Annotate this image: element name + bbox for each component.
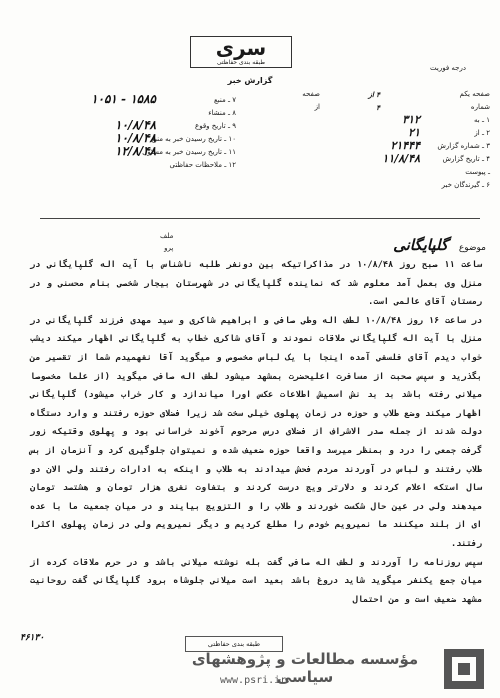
field-row: ۶ ـ گیرندگان خبر bbox=[441, 181, 490, 189]
field-row: ۱۰ ـ تاریخ رسیدن خبر به منبع ۱۰/۸/۴۸ bbox=[115, 131, 236, 145]
field-row: ۱۱ ـ تاریخ رسیدن خبر به مسئول ۱۲/۸/۴۸ bbox=[115, 144, 236, 158]
field-row: شماره ۴ از bbox=[314, 103, 490, 112]
priority-label: درجه فوریت bbox=[430, 64, 466, 72]
field-row: ۱۲ ـ ملاحظات حفاظتی bbox=[169, 161, 236, 169]
field-row: ۲ ـ از ۲۱ bbox=[408, 126, 490, 139]
classification-sub: طبقه بندی حفاظتی bbox=[216, 59, 266, 66]
body-paragraph: در ساعت ۱۶ روز ۱۰/۸/۴۸ لطف اله وطی صافی و ابراهیم شاکری و سید مهدی فرزند گلپایگانی در منزل با آیت اله گلپایگانی ملاقات نمودند و آقای شاکری خطاب به گلپایگانی اظهار میکند دیشب خواب دیدم آقای فلسفی آمده اینجا با یک لباس مخصوص و میگوید آقا نفهمیدم شما از تقصیر من بگذرید و سپس صحبت از مسافرت اعلیحضرت بمشهد میشود لطف اله صافی میگوید (از علما مخصوصا میلانی رفته باشد بد بد نش اسمیش اطلاعات عکس اورا میاندازد و کار خراب میشود) گلپایگانی اظهار میکند وضع طلاب و حوزه در زمان پهلوی خیلی سخت شد زیرا فضلای حوزه رفتند و وارد دستگاه دولت شدند از جمله صدر الاشراف از فضلای درس مرحوم آخوند خراسانی بود و پهلوی وقتیکه زور گرفت جمعی را درد و بمنظر میرسد واقعا حوزه ضعیف شده و نمیتوان جلوگیری کرد و آنزمان از بس طلاب رفتند و لباس در آوردند مردم فحش میدادند به طلاب و اینکه به ادارات رفتند ولی الان دو سال استکه اعلام کردند و دلارتر ویج درست کردند و بتفاوت نفری هزار تومان و هشتصد تومان میدهند ولی در عین حال شکست خوردند و طلاب را و التزویج بیایند و در میان جمعیت ما با عده ای از بلند میکنند ما نمیرویم خودم را مطلع کردیم و دیگر نمیرویم ولی در زمان پهلوی اکثرا رفتند. bbox=[30, 315, 482, 549]
field-row: ۹ ـ تاریخ وقوع ۱۰/۸/۴۸ bbox=[115, 118, 236, 132]
report-body bbox=[30, 256, 482, 609]
institute-name: مؤسسه مطالعات و پژوهشهای سیاسی bbox=[191, 650, 419, 686]
divider bbox=[40, 218, 480, 219]
file-box bbox=[160, 232, 173, 252]
subject-value: گلپایگانی bbox=[393, 236, 448, 254]
field-row: صفحه یکم ۴ از صفحه bbox=[302, 90, 490, 99]
right-fields bbox=[296, 90, 490, 194]
report-type: گزارش خبر bbox=[227, 76, 273, 85]
institute-url[interactable]: www.psri.ir bbox=[220, 675, 287, 686]
field-row: ۳ ـ شماره گزارش ۲۱۴۴۴ bbox=[390, 139, 490, 152]
institute-logo-icon bbox=[444, 649, 484, 689]
field-row: ۴ ـ تاریخ گزارش ۱۱/۸/۴۸ bbox=[382, 152, 490, 165]
field-row: ۱ ـ به ۳۱۲ bbox=[402, 113, 490, 126]
subject-line bbox=[240, 236, 486, 254]
classification-stamp bbox=[190, 36, 292, 68]
field-row: ۸ ـ منشاء bbox=[208, 109, 236, 117]
subject-label: موضوع bbox=[458, 243, 486, 253]
footer-stamp: طبقه بندی حفاظتی bbox=[185, 636, 283, 652]
body-paragraph: سپس روزنامه را آوردند و لطف اله صافی گفت بله نوشته میلانی باشد و در حرم ملاقات کرده از میان جمع یکنفر میگوید شاید دروغ باشد بعید است میلانی جلوشاه برود گلپایگانی گفت روحانیت مشهد ضعیف است و من احتمال bbox=[30, 557, 482, 605]
file-pro: پرو bbox=[164, 244, 174, 252]
file-label: ملف bbox=[160, 232, 174, 240]
page-number: ۴۶۱۳۰ bbox=[20, 633, 45, 643]
classification-title: سری bbox=[215, 36, 267, 60]
body-paragraph: ساعت ۱۱ صبح روز ۱۰/۸/۴۸ در مذاکراتیکه بین دونفر طلبه ناشناس با آیت اله گلپایگانی در منزل وی بعمل آمد معلوم شد که نماینده گلپایگانی در شهرستان بیجار شخصی بنام محسنی و در رمستان آقای عالمی است. bbox=[30, 260, 482, 308]
field-row: ـ پیوست bbox=[465, 168, 490, 176]
field-row: ۷ ـ منبع ۱۵۸۵ - ۱۰۵۱ bbox=[91, 92, 236, 106]
left-fields bbox=[66, 92, 236, 174]
